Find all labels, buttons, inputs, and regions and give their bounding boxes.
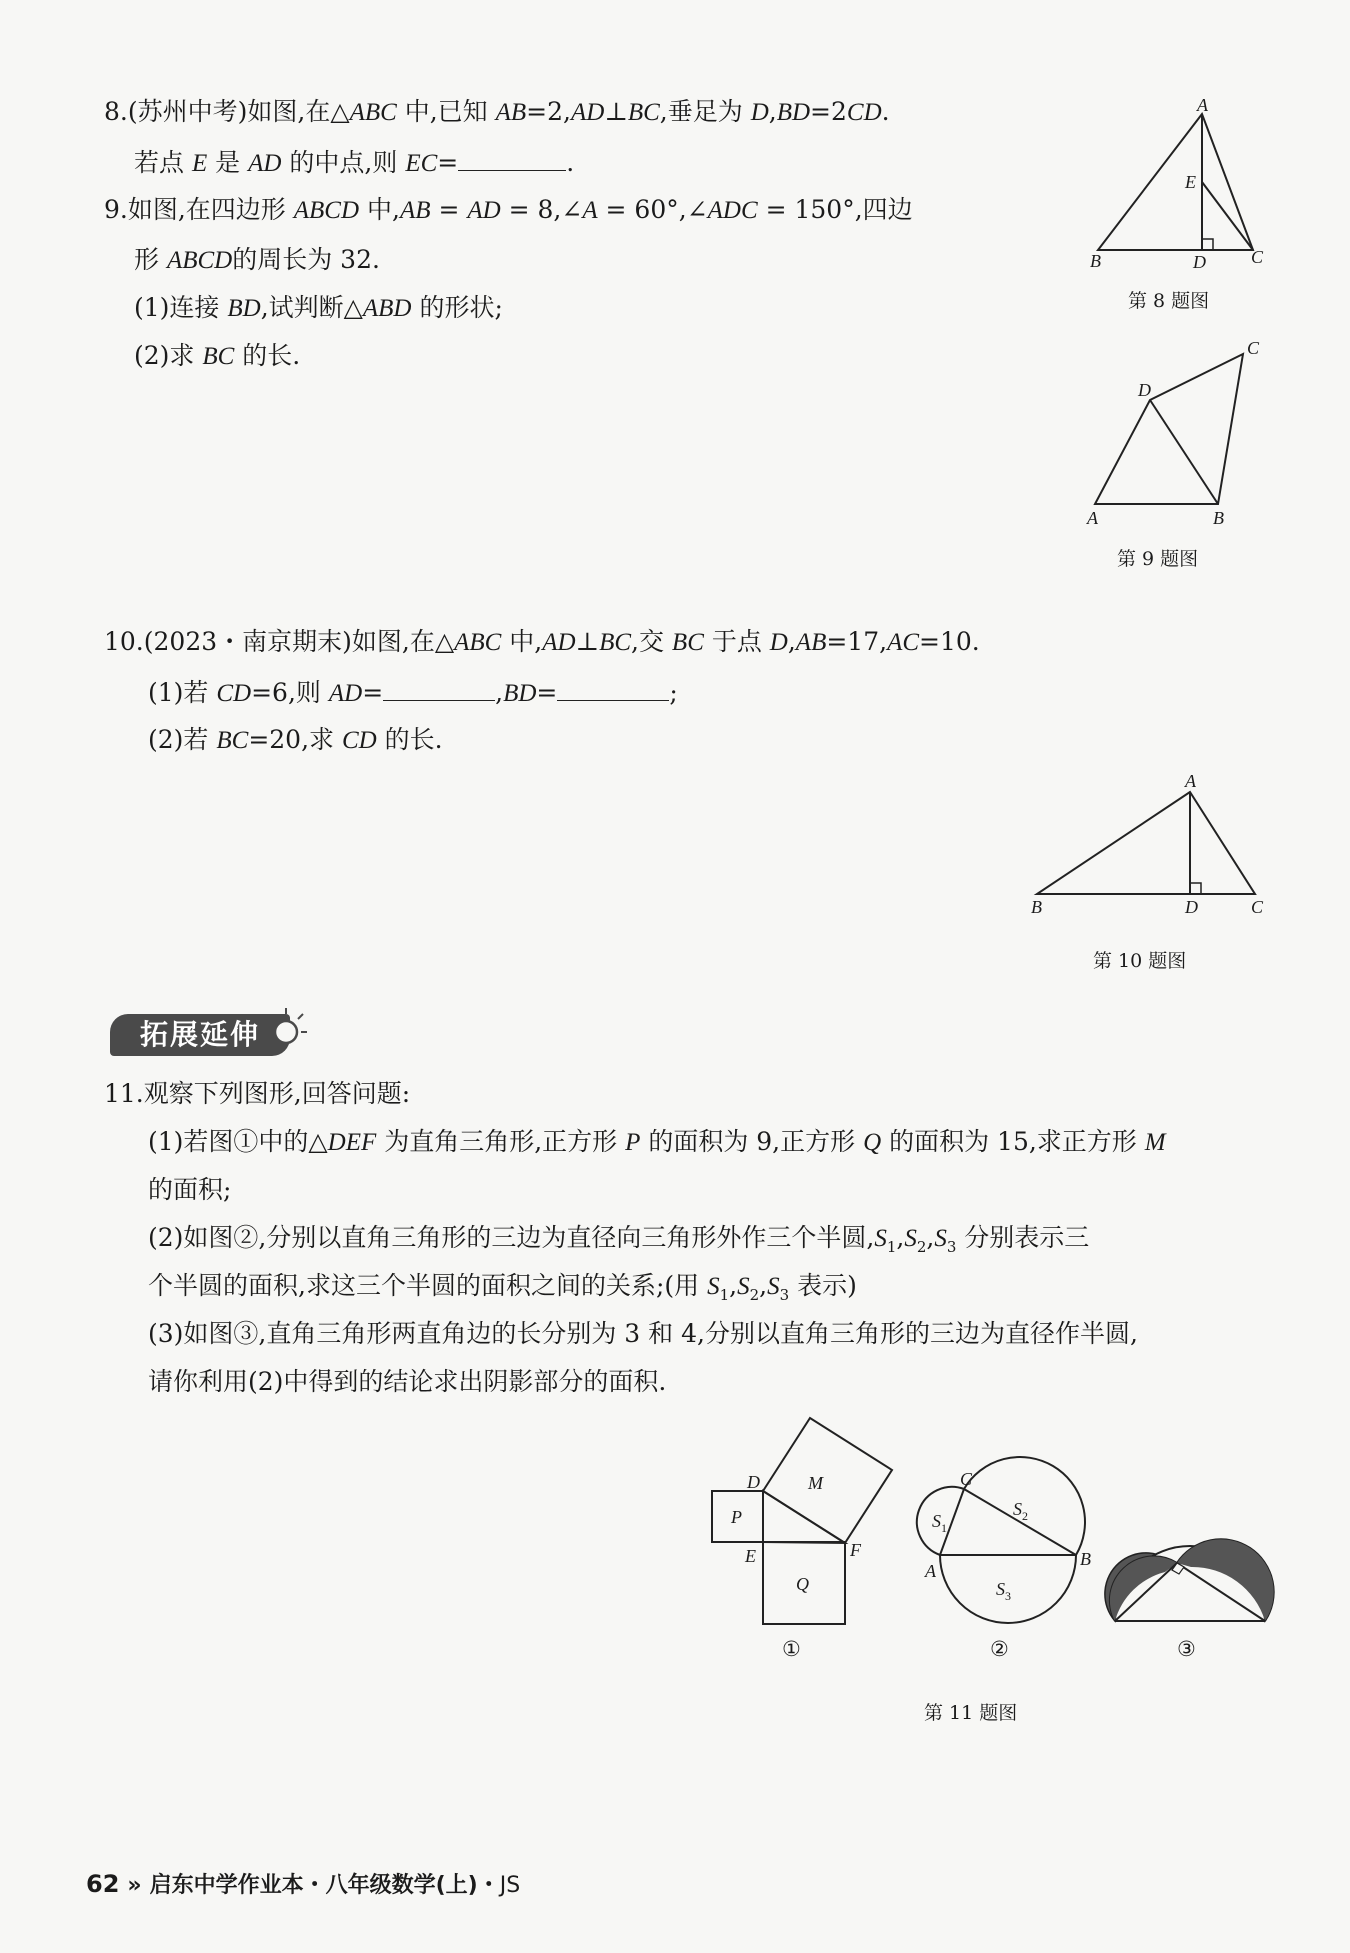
- q8-line2: 若点 E 是 AD 的中点,则 EC= .: [134, 148, 575, 177]
- label-s1: $S_1$: [932, 1511, 947, 1535]
- figure-mark-2: ②: [990, 1637, 1009, 1661]
- label-q: Q: [796, 1574, 809, 1594]
- caption-q8: 第 8 题图: [1128, 290, 1210, 312]
- q9-line3: (1)连接 BD,试判断△ABD 的形状;: [134, 293, 503, 322]
- caption-q10: 第 10 题图: [1093, 950, 1187, 972]
- q11-line4: (2)如图②,分别以直角三角形的三边为直径向三角形外作三个半圆$,S_1,S_2,S_3$ 分别表示三: [148, 1223, 1090, 1256]
- label-b: B: [1090, 251, 1101, 271]
- source-tag: (2023・南京期末): [143, 627, 352, 656]
- answer-blank-bd[interactable]: [557, 676, 669, 701]
- chevron-right-icon: »: [127, 1873, 142, 1898]
- label-s3: $S_3$: [996, 1579, 1011, 1603]
- q11-line7: 请你利用(2)中得到的结论求出阴影部分的面积.: [148, 1367, 667, 1396]
- edition-tag: JS: [499, 1873, 521, 1898]
- q9-line4: (2)求 BC 的长.: [134, 341, 301, 370]
- caption-q9: 第 9 题图: [1117, 548, 1199, 570]
- q9-line1: 9.如图,在四边形 ABCD 中,AB = AD = 8,∠A = 60°,∠ADC = 150°,四边: [104, 195, 913, 224]
- label-s2: $S_2$: [1013, 1499, 1028, 1523]
- q10-line3: (2)若 BC=20,求 CD 的长.: [148, 725, 443, 754]
- figure-11-1: [700, 1410, 900, 1670]
- source-tag: (苏州中考): [127, 97, 248, 126]
- label-d: D: [1185, 897, 1198, 917]
- q10-line1: 10.(2023・南京期末)如图,在△ABC 中,AD⊥BC,交 BC 于点 D,AB=17,AC=10.: [104, 627, 980, 656]
- section-title: 拓展延伸: [110, 1014, 290, 1056]
- page-number: 62: [86, 1870, 120, 1898]
- lightbulb-icon: [268, 1006, 308, 1056]
- label-p: P: [731, 1507, 742, 1527]
- label-b: B: [1213, 508, 1224, 528]
- label-d: D: [1193, 252, 1206, 272]
- answer-blank-ad[interactable]: [383, 676, 495, 701]
- label-c: C: [960, 1469, 973, 1489]
- figure-q10: [1025, 766, 1270, 926]
- q10-line2: (1)若 CD=6,则 AD= ,BD= ;: [148, 678, 678, 707]
- label-a: A: [1185, 771, 1196, 791]
- q11-line3: 的面积;: [148, 1175, 232, 1204]
- label-b: B: [1080, 1549, 1091, 1569]
- label-e: E: [745, 1546, 756, 1566]
- answer-blank[interactable]: [458, 146, 566, 171]
- figure-11-3: [1105, 1525, 1280, 1665]
- label-c: C: [1251, 897, 1264, 917]
- q8-line1: 8.(苏州中考)如图,在△ABC 中,已知 AB=2,AD⊥BC,垂足为 D,BD=2CD.: [104, 97, 890, 126]
- q11-line2: (1)若图①中的△DEF 为直角三角形,正方形 P 的面积为 9,正方形 Q 的面积为 15,求正方形 M: [148, 1127, 1166, 1156]
- q11-line5: 个半圆的面积,求这三个半圆的面积之间的关系;(用 $S_1,S_2,S_3$ 表示): [148, 1271, 857, 1304]
- figure-q8: [1085, 95, 1270, 278]
- figure-q9: [1075, 336, 1275, 536]
- q9-line2: 形 ABCD的周长为 32.: [134, 245, 380, 274]
- figure-mark-3: ③: [1177, 1637, 1196, 1661]
- q11-line6: (3)如图③,直角三角形两直角边的长分别为 3 和 4,分别以直角三角形的三边为直径作半圆,: [148, 1319, 1138, 1348]
- page-footer: [86, 1868, 520, 1899]
- label-d: D: [747, 1472, 760, 1492]
- label-c: C: [1247, 338, 1260, 358]
- figure-11-2: [910, 1465, 1110, 1665]
- label-a: A: [925, 1561, 936, 1581]
- label-c: C: [1251, 247, 1264, 267]
- label-d: D: [1138, 380, 1151, 400]
- label-a: A: [1197, 95, 1208, 115]
- label-f: F: [850, 1540, 861, 1560]
- caption-q11: 第 11 题图: [924, 1702, 1018, 1724]
- label-m: M: [808, 1473, 823, 1493]
- label-a: A: [1087, 508, 1098, 528]
- figure-mark-1: ①: [782, 1637, 801, 1661]
- label-e: E: [1185, 172, 1196, 192]
- label-b: B: [1031, 897, 1042, 917]
- q11-line1: 11.观察下列图形,回答问题:: [104, 1079, 411, 1108]
- book-title: 启东中学作业本・八年级数学(上)・: [149, 1873, 500, 1898]
